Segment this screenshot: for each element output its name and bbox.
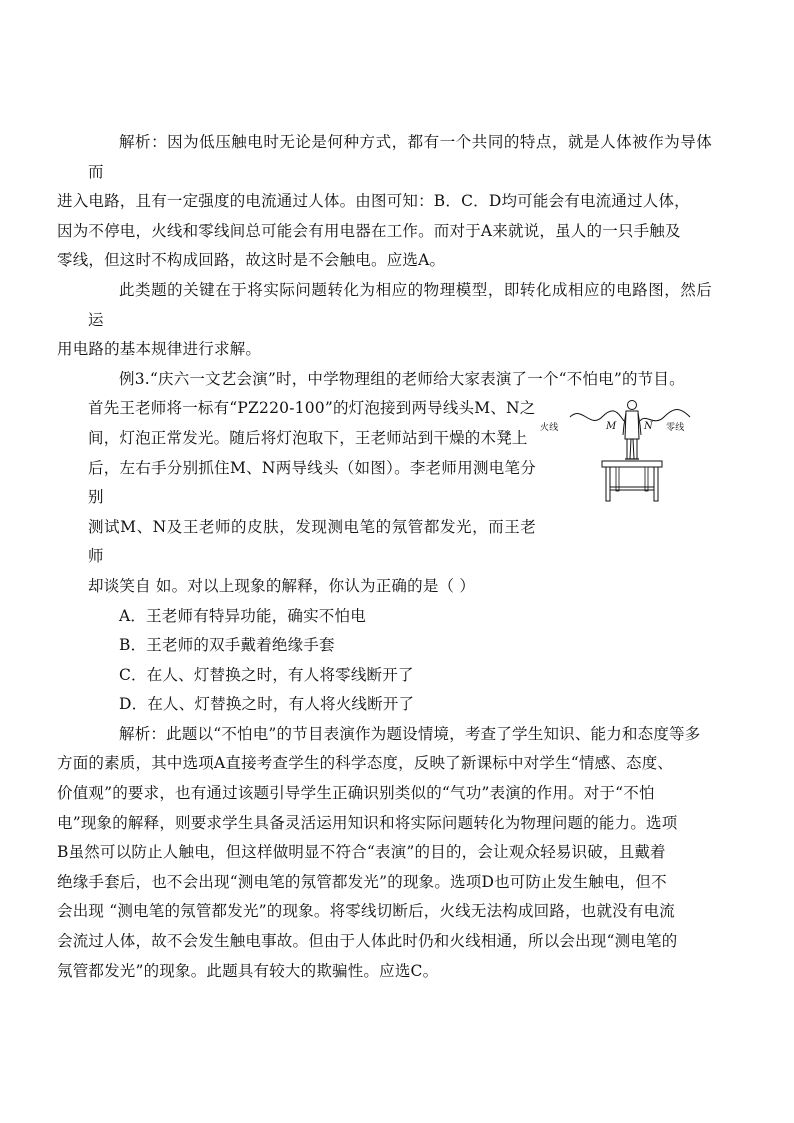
- analysis-paragraph-1: [57, 128, 712, 276]
- text-line: 解析：因为低压触电时无论是何种方式，都有一个共同的特点，就是人体被作为导体而: [88, 133, 712, 181]
- text-line: 进入电路，且有一定强度的电流通过人体。由图可知：B．C．D均可能会有电流通过人体，: [57, 192, 690, 211]
- option-a: A．王老师有特异功能，确实不怕电: [119, 606, 366, 625]
- option-d: D．在人、灯替换之时，有人将火线断开了: [119, 695, 415, 714]
- text-line: 方面的素质，其中选项A直接考查学生的科学态度，反映了新课标中对学生“情感、态度、: [57, 754, 674, 773]
- text-line: 会出现 “测电笔的氖管都发光”的现象。将零线切断后，火线无法构成回路，也就没有电流: [57, 902, 675, 921]
- options-list: [88, 602, 712, 720]
- text-line: B虽然可以防止人触电，但这样做明显不符合“表演”的目的，会让观众轻易识破，且戴着: [57, 843, 666, 862]
- text-line: 氖管都发光”的现象。此题具有较大的欺骗性。应选C。: [57, 961, 439, 980]
- text-line: 电”现象的解释，则要求学生具备灵活运用知识和将实际问题转化为物理问题的能力。选项: [57, 813, 678, 832]
- text-line: 此类题的关键在于将实际问题转化为相应的物理模型，即转化成相应的电路图，然后运: [88, 280, 712, 329]
- text-line: 会流过人体，故不会发生触电事故。但由于人体此时仍和火线相通，所以会出现“测电笔的: [57, 932, 678, 951]
- text-line: 因为不停电，火线和零线间总可能会有用电器在工作。而对于A来就说，虽人的一只手触及: [57, 221, 681, 240]
- text-line: 间，灯泡正常发光。随后将灯泡取下，王老师站到干燥的木凳上: [88, 428, 528, 447]
- example-3-block: [88, 365, 712, 602]
- text-line: 价值观”的要求，也有通过该题引导学生正确识别类似的“气功”表演的作用。对于“不怕: [57, 784, 655, 803]
- analysis-paragraph-2: [57, 720, 712, 986]
- label-m: M: [606, 420, 617, 432]
- option-c: C．在人、灯替换之时，有人将零线断开了: [119, 665, 414, 684]
- text-line: 测试M、N及王老师的皮肤，发现测电笔的氖管都发光，而王老师: [88, 517, 536, 566]
- label-n: N: [644, 420, 653, 432]
- text-line: 零线，但这时不构成回路，故这时是不会触电。应选A。: [57, 251, 446, 270]
- circuit-figure: [540, 395, 712, 505]
- text-line: 解析：此题以“不怕电”的节目表演作为题设情境，考查了学生知识、能力和态度等多: [119, 724, 701, 743]
- text-line: 后，左右手分别抓住M、N两导线头（如图）。李老师用测电笔分别: [88, 458, 536, 507]
- example-3-question: [88, 394, 536, 601]
- text-line: 绝缘手套后，也不会出现“测电笔的氖管都发光”的现象。选项D也可防止发生触电，但不: [57, 872, 667, 891]
- text-line: 首先王老师将一标有“PZ220-100”的灯泡接到两导线头M、N之: [88, 399, 536, 418]
- text-line: 却谈笑自 如。对以上现象的解释，你认为正确的是（ ）: [88, 576, 476, 595]
- document-body: [57, 128, 712, 986]
- label-zero-wire: 零线: [666, 422, 685, 433]
- key-point-paragraph: [57, 276, 712, 365]
- text-line: 用电路的基本规律进行求解。: [57, 340, 262, 359]
- text-line: 例3.“庆六一文艺会演”时，中学物理组的老师给大家表演了一个“不怕电”的节目。: [119, 369, 685, 388]
- person-on-stool-diagram: [540, 395, 712, 505]
- example-3-heading: [88, 365, 712, 395]
- label-fire-wire: 火线: [540, 422, 559, 433]
- option-b: B．王老师的双手戴着绝缘手套: [119, 636, 335, 655]
